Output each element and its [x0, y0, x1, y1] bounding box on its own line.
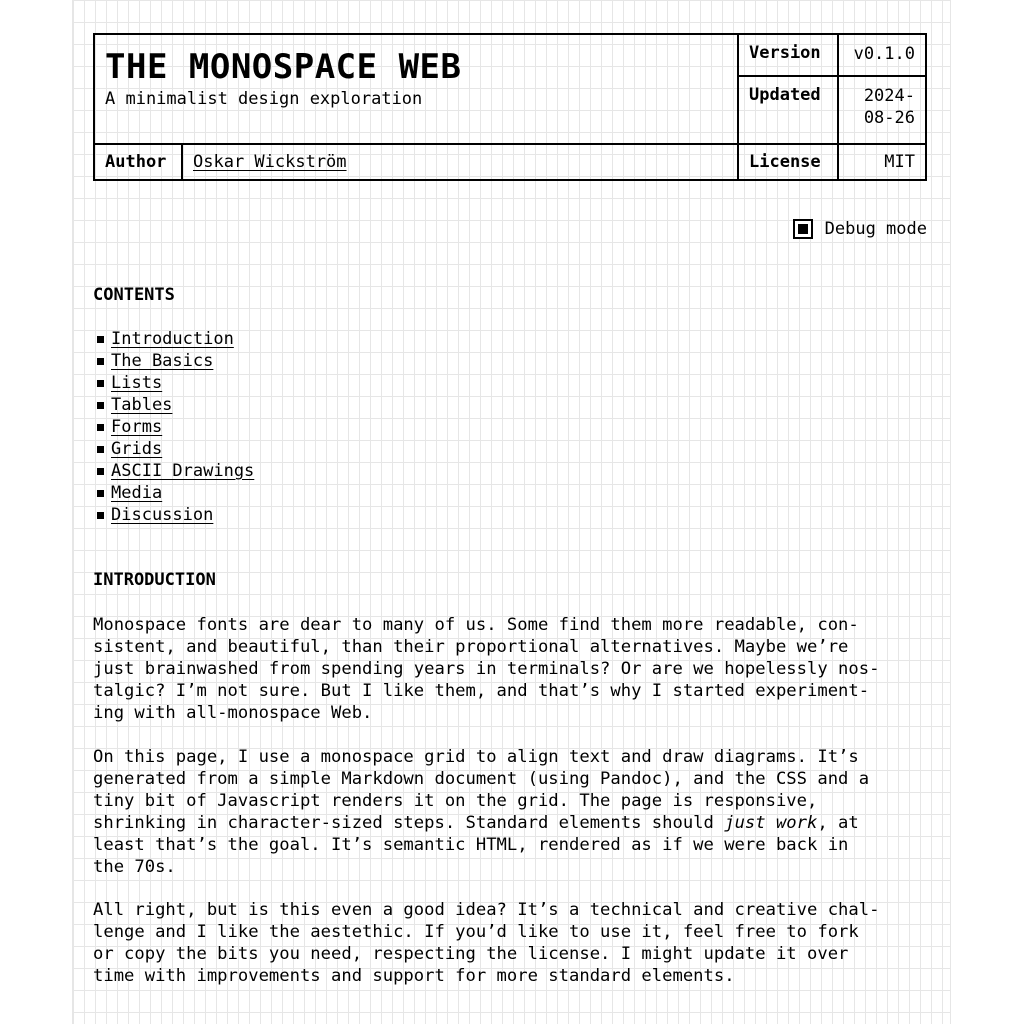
toc-item — [93, 438, 254, 460]
square-bullet-icon — [97, 512, 104, 519]
emphasis-text: just work — [724, 813, 818, 833]
updated-value — [838, 76, 926, 144]
square-bullet-icon — [97, 468, 104, 475]
updated-value-line2: 08-26 — [863, 108, 915, 128]
debug-mode-label: Debug mode — [824, 219, 927, 239]
paragraph-line: tiny bit of Javascript renders it on the grid. The page is responsive, — [93, 791, 818, 811]
updated-label: Updated — [738, 76, 838, 144]
paragraph-line: the 70s. — [93, 857, 176, 877]
page-content — [93, 33, 927, 986]
toc-link-ascii-drawings[interactable]: ASCII Drawings — [111, 461, 255, 481]
debug-mode-checkbox[interactable] — [793, 219, 813, 239]
square-bullet-icon — [97, 424, 104, 431]
paragraph-line: just brainwashed from spending years in terminals? Or are we hopelessly nos- — [93, 659, 880, 679]
paragraph-line: Monospace fonts are dear to many of us. Some find them more readable, con- — [93, 615, 859, 635]
author-cell — [182, 144, 738, 180]
version-value: v0.1.0 — [838, 34, 926, 76]
square-bullet-icon — [97, 490, 104, 497]
square-bullet-icon — [97, 446, 104, 453]
paragraph-line: or copy the bits you need, respecting the license. I might update it over — [93, 944, 849, 964]
license-value: MIT — [838, 144, 926, 180]
license-label: License — [738, 144, 838, 180]
paragraph-line: time with improvements and support for more standard elements. — [93, 966, 735, 986]
author-link[interactable]: Oskar Wickström — [193, 152, 347, 172]
paragraph-line: generated from a simple Markdown document (using Pandoc), and the CSS and a — [93, 769, 870, 789]
table-of-contents — [93, 328, 254, 526]
toc-link-media[interactable]: Media — [111, 483, 163, 503]
version-label: Version — [738, 34, 838, 76]
author-label: Author — [94, 144, 182, 180]
toc-item — [93, 460, 254, 482]
toc-item — [93, 328, 254, 350]
square-bullet-icon — [97, 380, 104, 387]
toc-item — [93, 350, 254, 372]
introduction-heading: INTRODUCTION — [93, 570, 216, 590]
toc-link-grids[interactable]: Grids — [111, 439, 163, 459]
checkbox-checked-icon — [798, 224, 808, 234]
toc-item — [93, 482, 254, 504]
debug-mode-toggle[interactable] — [793, 219, 927, 239]
contents-heading: CONTENTS — [93, 285, 175, 305]
toc-link-introduction[interactable]: Introduction — [111, 329, 234, 349]
intro-paragraph-1 — [93, 614, 933, 724]
square-bullet-icon — [97, 336, 104, 343]
paragraph-text: shrinking in character-sized steps. Standard elements should — [93, 813, 725, 833]
page-title: THE MONOSPACE WEB — [105, 47, 462, 87]
square-bullet-icon — [97, 358, 104, 365]
updated-value-line1: 2024- — [863, 86, 915, 106]
header-table — [93, 33, 927, 181]
paragraph-line: All right, but is this even a good idea? It’s a technical and creative chal- — [93, 900, 880, 920]
square-bullet-icon — [97, 402, 104, 409]
toc-link-forms[interactable]: Forms — [111, 417, 163, 437]
paragraph-line: least that’s the goal. It’s semantic HTML, rendered as if we were back in — [93, 835, 849, 855]
page-subtitle: A minimalist design exploration — [105, 89, 423, 109]
paragraph-line — [93, 812, 933, 834]
toc-item — [93, 372, 254, 394]
toc-link-tables[interactable]: Tables — [111, 395, 173, 415]
toc-link-the-basics[interactable]: The Basics — [111, 351, 214, 371]
toc-item — [93, 394, 254, 416]
paragraph-line: talgic? I’m not sure. But I like them, and that’s why I started experiment- — [93, 681, 870, 701]
paragraph-line: ing with all-monospace Web. — [93, 703, 373, 723]
toc-item — [93, 416, 254, 438]
paragraph-text: , at — [817, 813, 859, 833]
paragraph-line: lenge and I like the aestethic. If you’d like to use it, feel free to fork — [93, 922, 859, 942]
title-cell — [94, 34, 738, 144]
toc-item — [93, 504, 254, 526]
paragraph-line: sistent, and beautiful, than their proportional alternatives. Maybe we’re — [93, 637, 849, 657]
toc-link-lists[interactable]: Lists — [111, 373, 163, 393]
paragraph-line: On this page, I use a monospace grid to align text and draw diagrams. It’s — [93, 747, 859, 767]
toc-link-discussion[interactable]: Discussion — [111, 505, 214, 525]
intro-paragraph-2 — [93, 746, 933, 878]
intro-paragraph-3 — [93, 899, 933, 987]
